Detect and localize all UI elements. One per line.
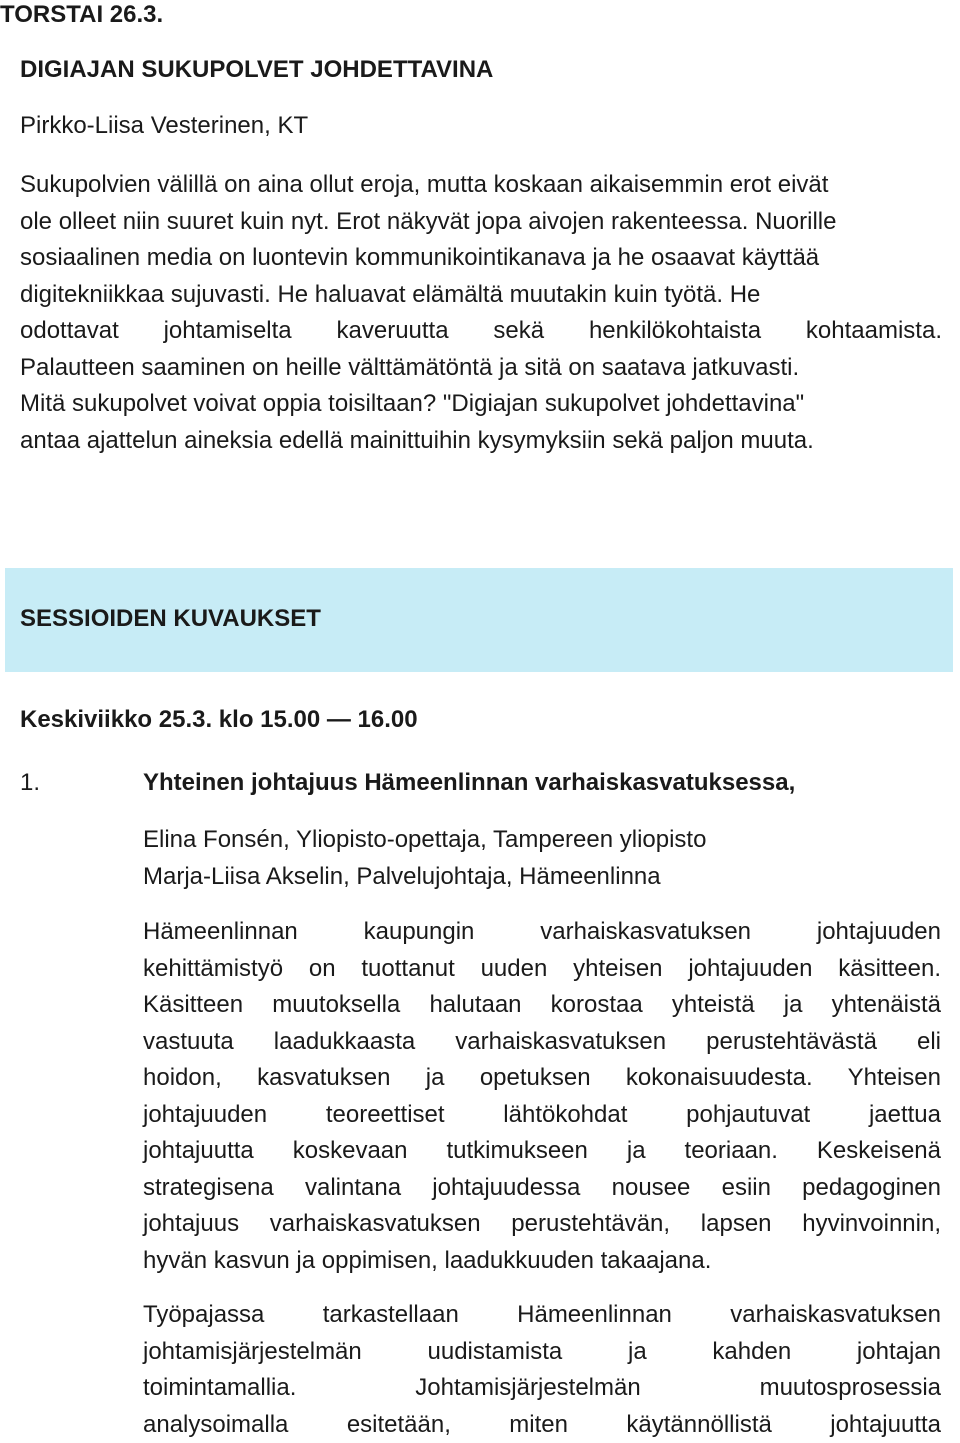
paragraph-line: kehittämistyö on tuottanut uuden yhteisen johtajuuden käsitteen. xyxy=(143,951,941,988)
item-number: 1. xyxy=(20,768,40,798)
presenter: Marja-Liisa Akselin, Palvelujohtaja, Hämeenlinna xyxy=(143,859,706,896)
paragraph-line: johtajuutta koskevaan tutkimukseen ja teoriaan. Keskeisenä xyxy=(143,1133,941,1170)
description-line: digitekniikkaa sujuvasti. He haluavat elämältä muutakin kuin työtä. He xyxy=(20,277,942,314)
presenter: Elina Fonsén, Yliopisto-opettaja, Tampereen yliopisto xyxy=(143,822,706,859)
paragraph-line: vastuuta laadukkaasta varhaiskasvatuksen perustehtävästä eli xyxy=(143,1024,941,1061)
description-line: Mitä sukupolvet voivat oppia toisiltaan? "Digiajan sukupolvet johdettavina" xyxy=(20,386,942,423)
talk-description xyxy=(20,167,942,459)
paragraph-line: hoidon, kasvatuksen ja opetuksen kokonaisuudesta. Yhteisen xyxy=(143,1060,941,1097)
day-title: TORSTAI 26.3. xyxy=(0,0,163,30)
paragraph-line: analysoimalla esitetään, miten käytännöllistä johtajuutta xyxy=(143,1407,941,1443)
description-line: odottavat johtamiselta kaveruutta sekä henkilökohtaista kohtaamista. xyxy=(20,313,942,350)
paragraph-line: strategisena valintana johtajuudessa nousee esiin pedagoginen xyxy=(143,1170,941,1207)
section-title: SESSIOIDEN KUVAUKSET xyxy=(20,604,321,634)
description-line: antaa ajattelun aineksia edellä mainittuihin kysymyksiin sekä paljon muuta. xyxy=(20,423,942,460)
paragraph-line: Työpajassa tarkastellaan Hämeenlinnan varhaiskasvatuksen xyxy=(143,1297,941,1334)
description-line: Sukupolvien välillä on aina ollut eroja, mutta koskaan aikaisemmin erot eivät xyxy=(20,167,942,204)
presenters xyxy=(143,822,706,895)
item-description xyxy=(143,914,941,1279)
speaker: Pirkko-Liisa Vesterinen, KT xyxy=(20,111,308,141)
description-line: sosiaalinen media on luontevin kommunikointikanava ja he osaavat käyttää xyxy=(20,240,942,277)
item-description-continued xyxy=(143,1297,941,1443)
paragraph-line: toimintamallia. Johtamisjärjestelmän muutosprosessia xyxy=(143,1370,941,1407)
item-title: Yhteinen johtajuus Hämeenlinnan varhaiskasvatuksessa, xyxy=(143,768,795,798)
talk-title: DIGIAJAN SUKUPOLVET JOHDETTAVINA xyxy=(20,55,493,85)
paragraph-line: hyvän kasvun ja oppimisen, laadukkuuden takaajana. xyxy=(143,1243,941,1280)
paragraph-line: johtajuus varhaiskasvatuksen perustehtävän, lapsen hyvinvoinnin, xyxy=(143,1206,941,1243)
description-line: Palautteen saaminen on heille välttämätöntä ja sitä on saatava jatkuvasti. xyxy=(20,350,942,387)
section-banner xyxy=(5,568,953,672)
session-time: Keskiviikko 25.3. klo 15.00 — 16.00 xyxy=(20,705,418,735)
paragraph-line: johtamisjärjestelmän uudistamista ja kahden johtajan xyxy=(143,1334,941,1371)
paragraph-line: Käsitteen muutoksella halutaan korostaa yhteistä ja yhtenäistä xyxy=(143,987,941,1024)
paragraph-line: Hämeenlinnan kaupungin varhaiskasvatuksen johtajuuden xyxy=(143,914,941,951)
description-line: ole olleet niin suuret kuin nyt. Erot näkyvät jopa aivojen rakenteessa. Nuorille xyxy=(20,204,942,241)
paragraph-line: johtajuuden teoreettiset lähtökohdat pohjautuvat jaettua xyxy=(143,1097,941,1134)
